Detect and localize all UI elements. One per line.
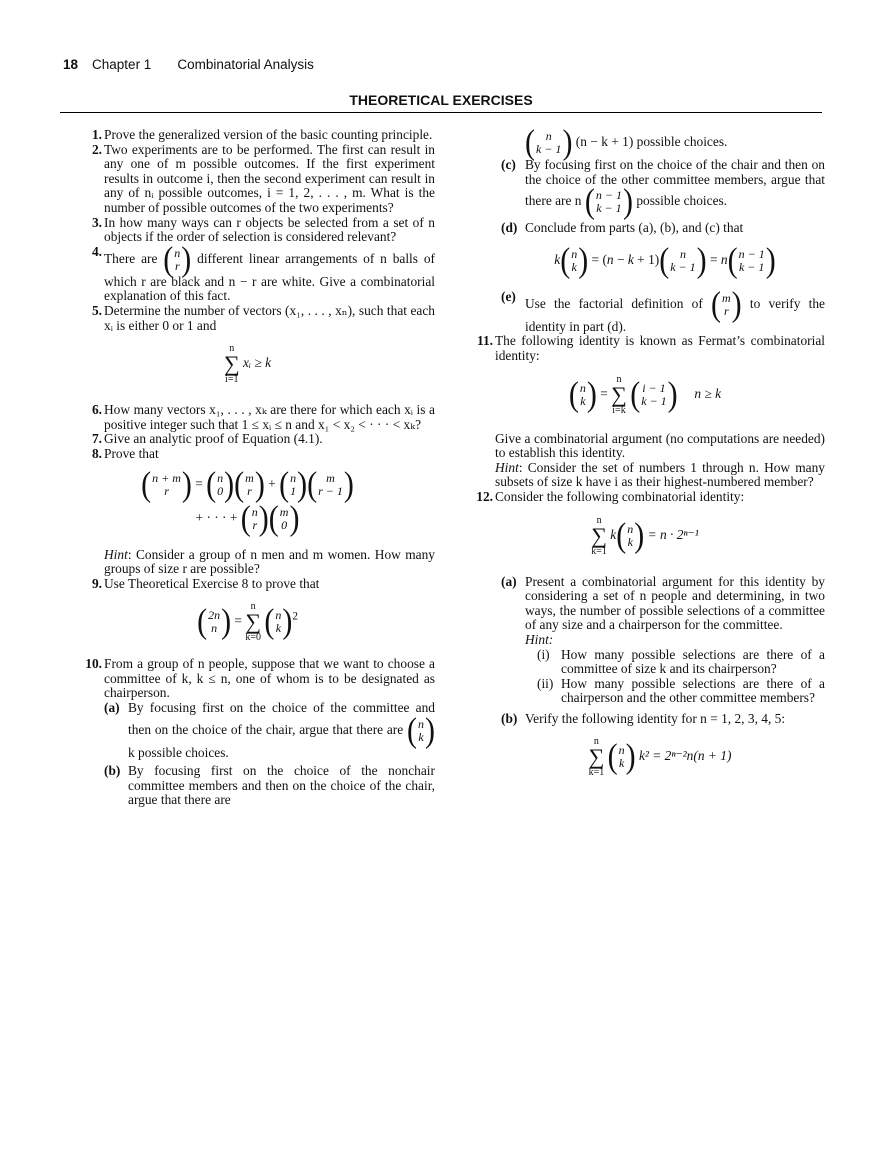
exercise-10b: (b) By focusing first on the choice of the nonchair committee members and then on the choice of the chair, argue that there are xyxy=(104,763,435,808)
formula-sum-x: n ∑ i=1 xᵢ ≥ k xyxy=(223,343,272,386)
exercise-12a-i: (i) How many possible selections are there of a committee of size k and its chairperson? xyxy=(537,646,825,677)
exercise-10b-cont: ( n k − 1 ) (n − k + 1) possible choices. xyxy=(525,123,728,162)
chapter-title: Combinatorial Analysis xyxy=(177,57,314,72)
right-column xyxy=(465,123,825,779)
exercise-8: 8. Prove that xyxy=(91,445,159,461)
exercise-2: 2. Two experiments are to be performed. The first can result in any one of m possible outcomes. If the first experiment results in outcome i, then the second experiment can result in any of nᵢ possible outcomes, i = 1, 2, . . . , m. What is the number of possible outcomes of the two experiments? xyxy=(91,141,435,215)
exercise-9: 9. Use Theoretical Exercise 8 to prove that xyxy=(91,575,320,591)
exercise-10d: (d) Conclude from parts (a), (b), and (c) that xyxy=(501,220,744,236)
exercise-4: 4. There are ( n r ) different linear arrangements of n balls of which r are black and n − r are white. Give a combinatorial explanation of this fact. xyxy=(91,240,435,304)
exercise-12a: (a) Present a combinatorial argument for this identity by considering a set of n people and determining, in two ways, the number of possible selections of a committee of any size and a chairperson for the committee. Hint: xyxy=(501,573,825,647)
exercise-6: 6. How many vectors x₁, . . . , xₖ are there for which each xᵢ is a positive integer such that 1 ≤ xᵢ ≤ n and x₁ < x₂ < · · · < xₖ? xyxy=(91,402,435,432)
exercise-10e: (e) Use the factorial definition of ( m r ) to verify the identity in part (d). xyxy=(501,285,825,334)
left-column xyxy=(60,128,435,808)
exercise-12a-ii: (ii) How many possible selections are there of a chairperson and the other committee members? xyxy=(537,675,825,706)
exercise-5: 5. Determine the number of vectors (x₁, . . . , xₙ), such that each xᵢ is either 0 or 1 and xyxy=(91,302,435,333)
binom-n-r: ( n r ) xyxy=(163,240,192,279)
exercise-12b: (b) Verify the following identity for n = 1, 2, 3, 4, 5: xyxy=(501,710,786,726)
formula-fermat: ( n k ) = n ∑ i=k ( i − 1 k − 1 ) n ≥ k xyxy=(568,373,722,416)
section-title: THEORETICAL EXERCISES xyxy=(349,92,533,108)
exercise-3: 3. In how many ways can r objects be selected from a set of n objects if the order of selection is considered relevant? xyxy=(91,214,435,245)
formula-vandermonde-cont: + · · · + ( n r ) ( m 0 ) xyxy=(195,498,300,537)
section-rule xyxy=(60,112,822,113)
page-header xyxy=(63,58,314,73)
exercise-12: 12. Consider the following combinatorial identity: xyxy=(476,488,745,504)
formula-12b: n ∑ k=1 ( n k ) k² = 2ⁿ⁻²n(n + 1) xyxy=(588,736,732,779)
formula-vandermonde: ( n + m r ) = ( n 0 ) ( m r ) + ( n 1 ) ( m r − 1 ) xyxy=(141,464,354,503)
exercise-11: 11. The following identity is known as Fermat’s combinatorial identity: xyxy=(477,333,825,363)
exercise-11-body: Give a combinatorial argument (no computations are needed) to establish this identity. Hint: Consider the set of numbers 1 through n. How many subsets of size k have i as their highest-numbered member? xyxy=(495,430,825,490)
page-number: 18 xyxy=(63,57,79,72)
exercise-1: 1. Prove the generalized version of the basic counting principle. xyxy=(91,127,433,142)
exercise-7: 7. Give an analytic proof of Equation (4.1). xyxy=(91,431,323,447)
exercise-10: 10. From a group of n people, suppose that we want to choose a committee of k, k ≤ n, one of whom is to be designated as chairperson. (a) By focusing first on the choice of the committee and then on the choice of the chair, argue that there are ( n k ) k possible choices. (b) By focusing first on the choice of the nonchair committee members and then on the choice of the chair, argue that there are xyxy=(85,656,435,808)
formula-2n-n: ( 2n n ) = n ∑ k=0 ( n k ) $^2$ xyxy=(197,601,298,644)
formula-12: n ∑ k=1 k ( n k ) = n · 2ⁿ⁻¹ xyxy=(591,514,699,557)
exercise-8-hint: Hint: Consider a group of n men and m women. How many groups of size r are possible? xyxy=(104,546,435,577)
exercise-10a: (a) By focusing first on the choice of the committee and then on the choice of the chair, argue that there are ( n k ) k possible choices. xyxy=(104,700,435,760)
formula-10d: k ( n k ) = (n − k + 1) ( n k − 1 ) = n ( n − 1 k − 1 ) xyxy=(554,241,776,280)
chapter-label: Chapter 1 xyxy=(92,57,152,72)
exercise-10c: (c) By focusing first on the choice of the chair and then on the choice of the other committee members, argue that there are n ( n − 1 k − 1 ) possible choices. xyxy=(501,157,825,221)
